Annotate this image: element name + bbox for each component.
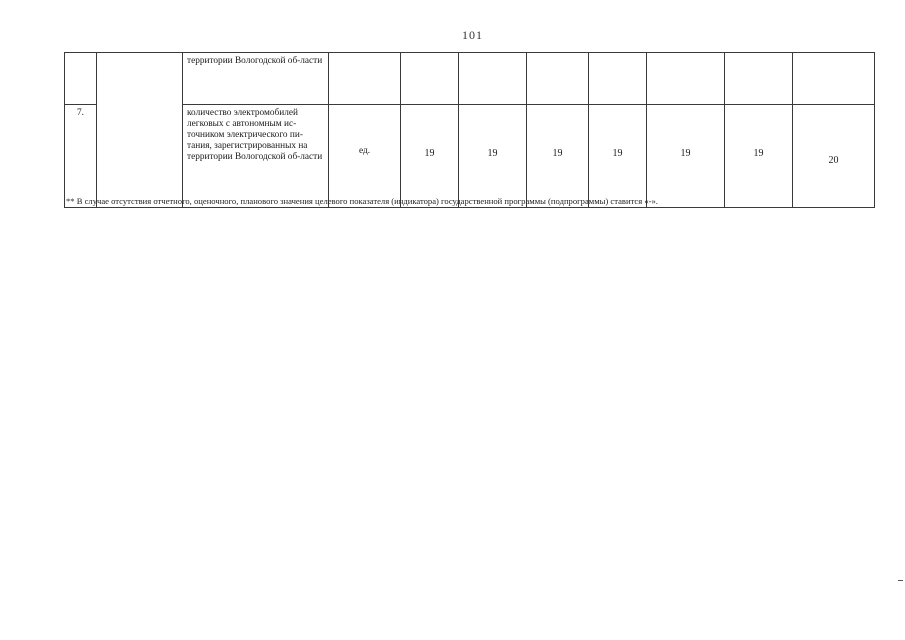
value-cell: 19 — [725, 105, 793, 208]
row-number-cell — [65, 53, 97, 105]
empty-cell — [793, 53, 875, 105]
value-cell: 20 — [793, 105, 875, 208]
row-number-cell: 7. — [65, 105, 97, 208]
scan-edge-mark — [898, 580, 903, 581]
indicator-name-cell: количество электромобилей легковых с автономным ис-точником электрического пи-тания, зарегистрированных на территории Вологодской об-ласти — [183, 105, 329, 208]
unit-cell: ед. — [329, 105, 401, 208]
footnote: ** В случае отсутствия отчетного, оценочного, планового значения целевого показателя (индикатора) государственной программы (подпрограммы) ставится «-». — [66, 196, 658, 206]
empty-cell — [647, 53, 725, 105]
empty-cell — [459, 53, 527, 105]
page-number: 101 — [462, 28, 483, 42]
value-cell: 19 — [589, 105, 647, 208]
value-cell: 19 — [527, 105, 589, 208]
merged-empty-cell — [97, 53, 183, 208]
empty-cell — [725, 53, 793, 105]
value-cell: 19 — [647, 105, 725, 208]
empty-cell — [401, 53, 459, 105]
value-cell: 19 — [401, 105, 459, 208]
indicators-table — [64, 52, 875, 208]
value-cell: 19 — [459, 105, 527, 208]
table-row — [65, 53, 875, 105]
indicator-name-cell: территории Вологодской об-ласти — [183, 53, 329, 105]
empty-cell — [527, 53, 589, 105]
table-row — [65, 105, 875, 208]
empty-cell — [589, 53, 647, 105]
empty-cell — [329, 53, 401, 105]
